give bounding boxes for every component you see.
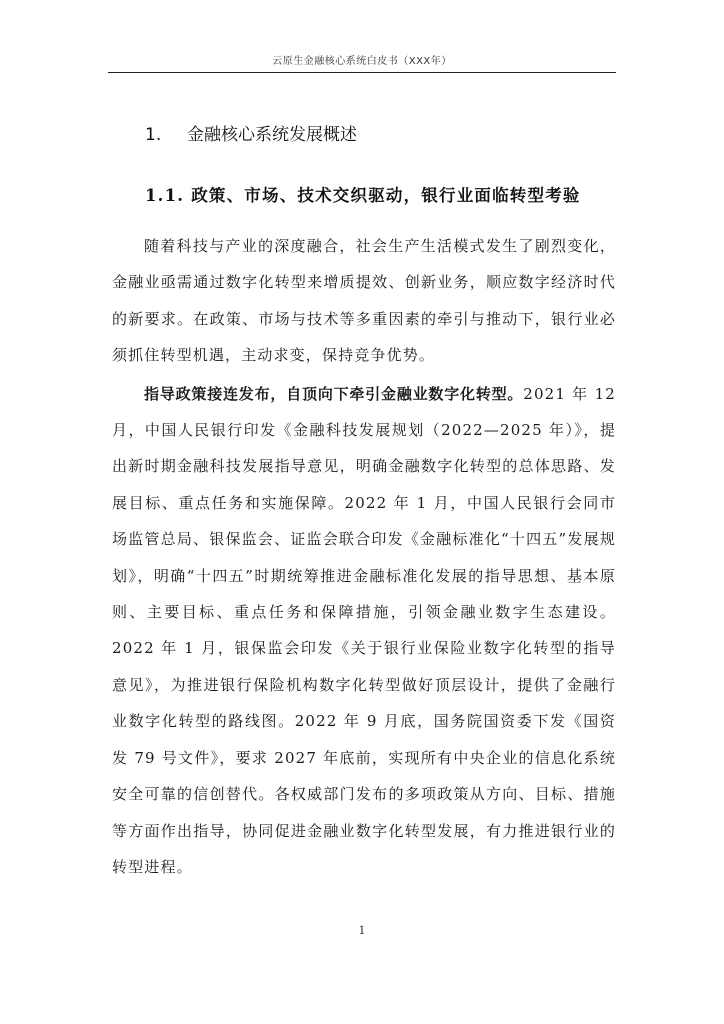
page-number: 1: [358, 924, 366, 937]
section-heading: [145, 120, 357, 145]
policy-paragraph: [112, 376, 616, 886]
section-title: 金融核心系统发展概述: [187, 125, 357, 145]
policy-lead-sentence: 指导政策接连发布，自顶向下牵引金融业数字化转型。: [144, 384, 524, 403]
intro-paragraph: 随着科技与产业的深度融合，社会生产生活模式发生了剧烈变化，金融业亟需通过数字化转型来增质提效、创新业务，顺应数字经济时代的新要求。在政策、市场与技术等多重因素的牵引与推动下，银行业必须抓住转型机遇，主动求变，保持竞争优势。: [112, 237, 616, 365]
header-divider: [108, 72, 616, 73]
subsection-heading: 1.1. 政策、市场、技术交织驱动，银行业面临转型考验: [145, 186, 581, 205]
body-text: [112, 228, 616, 885]
running-header: 云原生金融核心系统白皮书（XXX年）: [272, 56, 452, 67]
section-number: 1.: [145, 125, 162, 145]
policy-body-text: 2021 年 12 月，中国人民银行印发《金融科技发展规划（2022—2025 年）》，提出新时期金融科技发展指导意见，明确金融数字化转型的总体思路、发展目标、重点任务和实施保障。2022 年 1 月，中国人民银行会同市场监管总局、银保监会、证监会联合印发《金融标准化“十四五”发展规划》，明确“十四五”时期统筹推进金融标准化发展的指导思想、基本原则、主要目标、重点任务和保障措施，引领金融业数字生态建设。2022 年 1 月，银保监会印发《关于银行业保险业数字化转型的指导意见》，为推进银行保险机构数字化转型做好顶层设计，提供了金融行业数字化转型的路线图。2022 年 9 月底，国务院国资委下发《国资发 79 号文件》，要求 2027 年底前，实现所有中央企业的信息化系统安全可靠的信创替代。各权威部门发布的多项政策从方向、目标、措施等方面作出指导，协同促进金融业数字化转型发展，有力推进银行业的转型进程。: [112, 384, 617, 876]
